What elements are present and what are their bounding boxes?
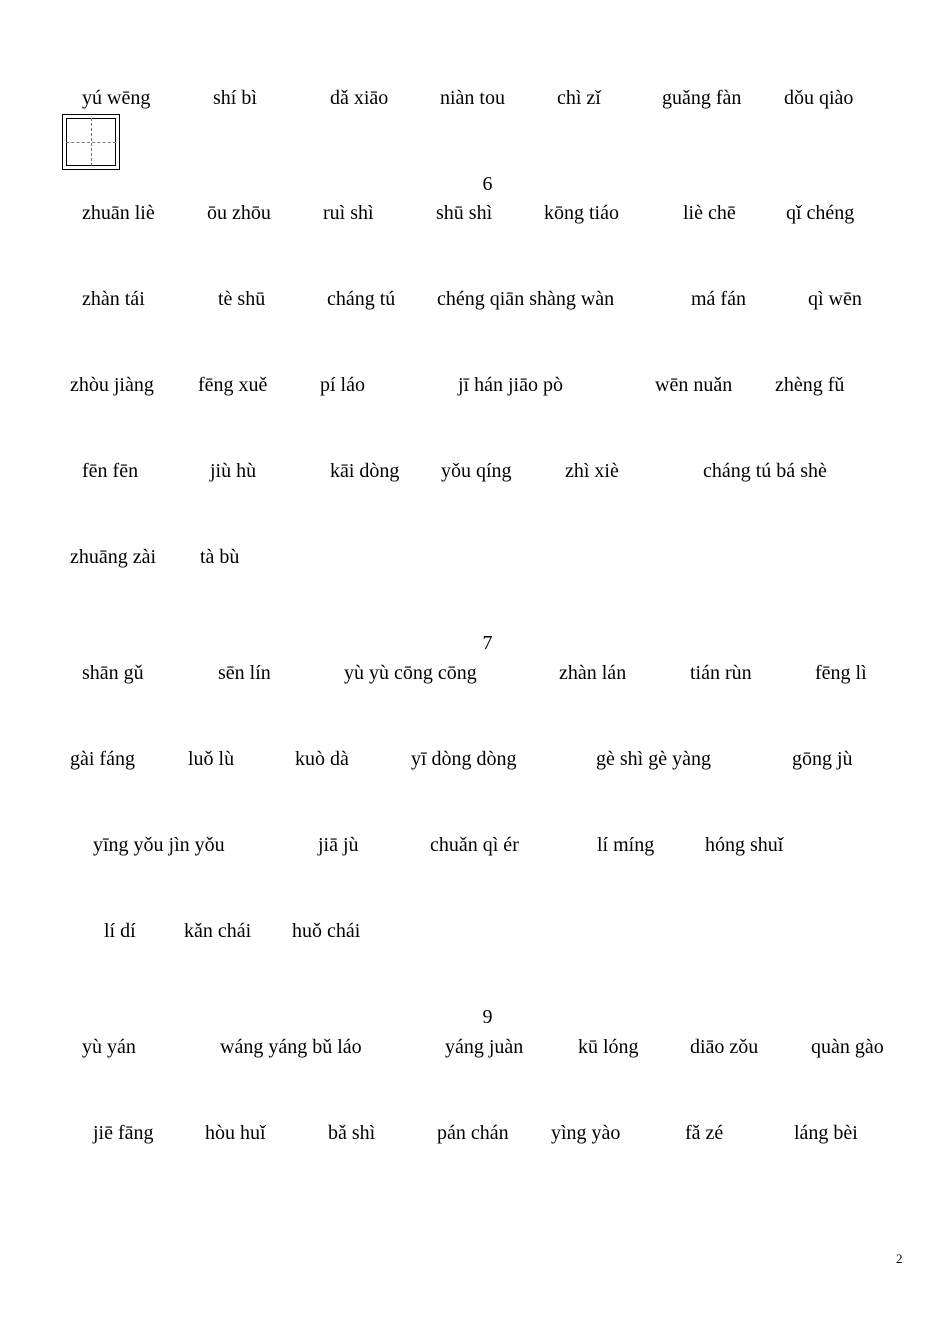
pinyin-word: fēng xuě — [198, 374, 268, 396]
pinyin-word: zhuāng zài — [70, 546, 157, 568]
pinyin-word: láng bèi — [794, 1122, 858, 1144]
pinyin-word: luǒ lù — [188, 748, 235, 770]
pinyin-word: shí bì — [213, 87, 257, 109]
pinyin-word: ōu zhōu — [207, 202, 271, 224]
section-number: 6 — [482, 173, 493, 195]
pinyin-word: tè shū — [218, 288, 266, 310]
pinyin-word: wáng yáng bǔ láo — [220, 1036, 362, 1058]
pinyin-word: sēn lín — [218, 662, 271, 684]
pinyin-word: yú wēng — [82, 87, 151, 109]
pinyin-word: zhì xiè — [565, 460, 619, 482]
pinyin-word: bǎ shì — [328, 1122, 376, 1144]
pinyin-word: yǒu qíng — [441, 460, 512, 482]
tianzige-grid-box — [62, 114, 120, 170]
pinyin-word: jiù hù — [210, 460, 257, 482]
pinyin-word: fēng lì — [815, 662, 867, 684]
pinyin-word: chuǎn qì ér — [430, 834, 519, 856]
page-number: 2 — [896, 1251, 903, 1266]
pinyin-word: yù yán — [82, 1036, 136, 1058]
pinyin-word: lí míng — [597, 834, 655, 856]
pinyin-word: fēn fēn — [82, 460, 139, 482]
pinyin-word: hòu huǐ — [205, 1122, 266, 1144]
pinyin-word: zhuān liè — [82, 202, 155, 224]
pinyin-word: zhèng fǔ — [775, 374, 845, 396]
pinyin-word: quàn gào — [811, 1036, 884, 1058]
pinyin-word: chì zǐ — [557, 87, 601, 109]
pinyin-word: zhòu jiàng — [70, 374, 154, 396]
pinyin-word: qì wēn — [808, 288, 862, 310]
pinyin-word: guǎng fàn — [662, 87, 742, 109]
pinyin-word: cháng tú — [327, 288, 396, 310]
pinyin-word: tián rùn — [690, 662, 752, 684]
pinyin-word: gè shì gè yàng — [596, 748, 711, 770]
section-number: 9 — [482, 1006, 493, 1028]
pinyin-word: jiā jù — [318, 834, 359, 856]
pinyin-word: pí láo — [320, 374, 365, 396]
pinyin-word: tà bù — [200, 546, 240, 568]
pinyin-word: hóng shuǐ — [705, 834, 784, 856]
pinyin-word: huǒ chái — [292, 920, 361, 942]
section-number: 7 — [482, 632, 493, 654]
pinyin-word: pán chán — [437, 1122, 509, 1144]
pinyin-word: kū lóng — [578, 1036, 639, 1058]
pinyin-word: yī dòng dòng — [411, 748, 517, 770]
pinyin-word: lí dí — [104, 920, 136, 942]
pinyin-word: diāo zǒu — [690, 1036, 759, 1058]
pinyin-word: gōng jù — [792, 748, 853, 770]
pinyin-word: fǎ zé — [685, 1122, 724, 1144]
pinyin-word: wēn nuǎn — [655, 374, 733, 396]
pinyin-word: zhàn tái — [82, 288, 145, 310]
pinyin-word: dǎ xiāo — [330, 87, 389, 109]
pinyin-word: dǒu qiào — [784, 87, 854, 109]
pinyin-word: qǐ chéng — [786, 202, 855, 224]
pinyin-word: kuò dà — [295, 748, 349, 770]
tianzige-vertical-guide — [91, 118, 92, 166]
pinyin-word: niàn tou — [440, 87, 505, 109]
pinyin-word: liè chē — [683, 202, 736, 224]
pinyin-word: kǎn chái — [184, 920, 252, 942]
pinyin-word: cháng tú bá shè — [703, 460, 827, 482]
pinyin-word: yù yù cōng cōng — [344, 662, 477, 684]
pinyin-word: shū shì — [436, 202, 493, 224]
pinyin-word: má fán — [691, 288, 746, 310]
pinyin-word: yìng yào — [551, 1122, 621, 1144]
pinyin-word: jī hán jiāo pò — [458, 374, 563, 396]
pinyin-word: ruì shì — [323, 202, 374, 224]
pinyin-word: chéng qiān shàng wàn — [437, 288, 615, 310]
pinyin-word: kāi dòng — [330, 460, 400, 482]
pinyin-word: shān gǔ — [82, 662, 144, 684]
pinyin-word: yīng yǒu jìn yǒu — [93, 834, 225, 856]
pinyin-word: yáng juàn — [445, 1036, 524, 1058]
pinyin-word: gài fáng — [70, 748, 135, 770]
pinyin-word: jiē fāng — [93, 1122, 154, 1144]
pinyin-word: zhàn lán — [559, 662, 627, 684]
pinyin-word: kōng tiáo — [544, 202, 619, 224]
